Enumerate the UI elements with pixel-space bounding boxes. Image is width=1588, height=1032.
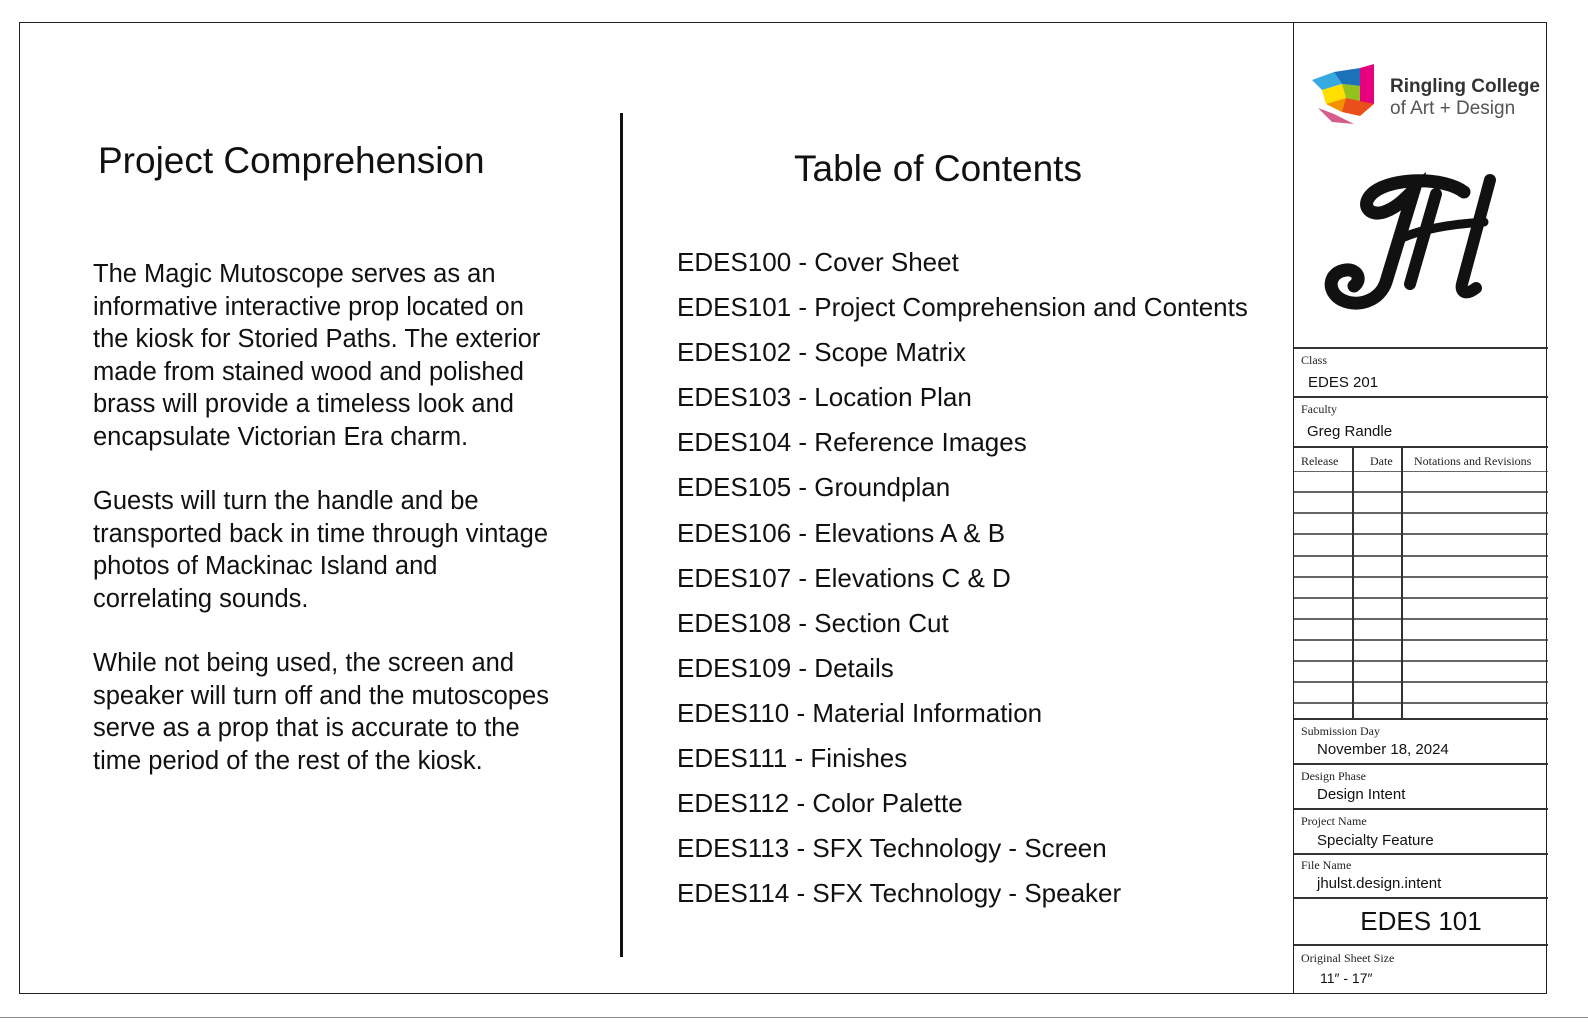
class-value: EDES 201 [1308,374,1379,391]
toc-item: EDES103 - Location Plan [677,382,972,413]
title-block [1293,22,1547,994]
toc-item: EDES102 - Scope Matrix [677,337,967,368]
faculty-label: Faculty [1301,402,1337,416]
toc-item: EDES110 - Material Information [677,697,1043,728]
submission-day-label: Submission Day [1301,724,1381,738]
project-comprehension-body [93,258,563,809]
sheet-number: EDES 101 [1360,906,1482,936]
paragraph: The Magic Mutoscope serves as an informative interactive prop located on the kiosk for Storied Paths. The exterior made from stained wood and polished brass will provide a timeless look and encapsulate Victorian Era charm. [93,260,541,451]
paragraph: Guests will turn the handle and be transported back in time through vintage photos of Mackinac Island and correlating sounds. [93,487,549,613]
toc-item: EDES105 - Groundplan [677,472,951,503]
sheet-size-value: 11″ - 17″ [1320,970,1373,986]
design-phase-value: Design Intent [1317,786,1406,803]
faculty-value: Greg Randle [1307,423,1393,440]
submission-day-value: November 18, 2024 [1317,741,1449,758]
logo-wordmark: Ringling College of Art + Design [1390,76,1540,119]
toc-item: EDES112 - Color Palette [677,788,963,819]
sheet-size-label: Original Sheet Size [1301,951,1395,965]
date-header: Date [1370,454,1393,468]
toc-item: EDES113 - SFX Technology - Screen [677,833,1107,864]
class-label: Class [1301,353,1328,367]
project-comprehension-title: Project Comprehension [98,140,485,181]
jh-monogram-signature-icon [1314,172,1504,317]
toc-item: EDES109 - Details [677,652,894,683]
project-name-value: Specialty Feature [1317,832,1434,849]
page-bottom-rule [0,1017,1588,1018]
toc-item: EDES104 - Reference Images [677,427,1027,458]
design-phase-label: Design Phase [1301,769,1366,783]
toc-list [677,246,1248,922]
release-header: Release [1301,454,1339,468]
toc-item: EDES106 - Elevations A & B [677,517,1006,548]
toc-title: Table of Contents [794,148,1082,189]
file-name-label: File Name [1301,858,1352,872]
project-name-label: Project Name [1301,814,1367,828]
toc-item: EDES100 - Cover Sheet [677,247,959,277]
notations-header: Notations and Revisions [1414,454,1532,468]
file-name-value: jhulst.design.intent [1317,875,1442,892]
toc-item: EDES114 - SFX Technology - Speaker [677,878,1122,909]
toc-item: EDES108 - Section Cut [677,607,949,638]
revisions-grid [1294,471,1548,718]
paragraph: While not being used, the screen and speaker will turn off and the mutoscopes serve as a prop that is accurate to the time period of the rest of the kiosk. [93,649,549,775]
toc-item: EDES111 - Finishes [677,743,908,774]
toc-item: EDES101 - Project Comprehension and Contents [677,292,1248,323]
toc-item: EDES107 - Elevations C & D [677,562,1011,593]
column-divider [620,113,623,957]
